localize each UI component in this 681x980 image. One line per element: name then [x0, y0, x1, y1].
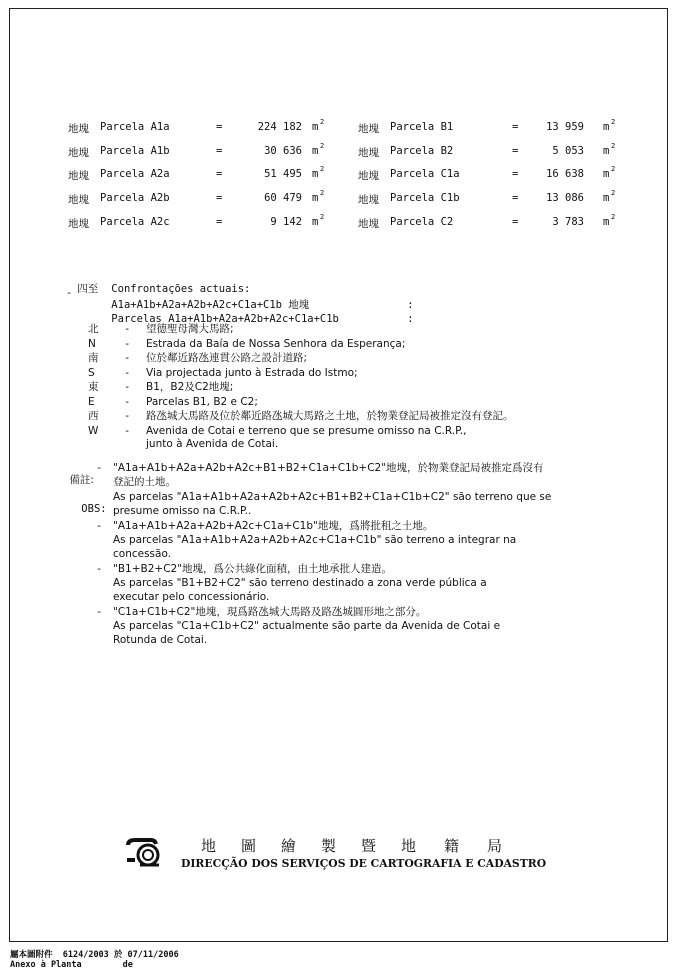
boundary-text: 路氹城大馬路及位於鄰近路氹城大馬路之土地，於物業登記局被推定沒有登記。: [146, 410, 514, 422]
parcel-right-area: 3 783: [552, 216, 584, 228]
parcel-left-zh-label: 地塊: [68, 147, 89, 159]
footer-zh-char: 繪: [281, 837, 297, 855]
dscc-logo-icon: [125, 838, 165, 868]
notes-dash-1: -: [96, 462, 103, 474]
parcel-left-equals: =: [216, 121, 223, 133]
notes-label-zh: 備註:: [69, 474, 94, 486]
parcel-left-area: 51 495: [264, 168, 302, 180]
parcel-left-zh-label: 地塊: [68, 170, 89, 182]
parcel-right-area: 13 086: [546, 192, 584, 204]
footer-zh-char: 暨: [361, 837, 377, 855]
parcel-left-zh-label: 地塊: [68, 218, 89, 230]
parcel-left-equals: =: [216, 168, 223, 180]
parcel-left-area: 224 182: [257, 121, 302, 133]
notes-line: As parcelas "C1a+C1b+C2" actualmente são parte da Avenida de Cotai e: [113, 620, 501, 632]
notes-dash-2: -: [96, 520, 103, 532]
boundary-text: Parcelas B1, B2 e C2;: [146, 396, 258, 408]
parcel-left-area: 60 479: [264, 192, 302, 204]
footer-department-pt: DIRECÇÃO DOS SERVIÇOS DE CARTOGRAFIA E CADASTRO: [181, 857, 547, 870]
notes-label-pt: OBS:: [81, 503, 107, 515]
parcel-left-name: Parcela A1a: [100, 121, 170, 133]
parcel-right-zh-label: 地塊: [358, 170, 379, 182]
boundary-dash: -: [124, 352, 131, 364]
boundary-key: E: [88, 396, 95, 408]
boundaries-group-colon: :: [407, 299, 414, 311]
parcel-left-equals: =: [216, 192, 223, 204]
notes-line: "C1a+C1b+C2"地塊，現爲路氹城大馬路及路氹城圓形地之部分。: [113, 606, 427, 618]
boundaries-heading-zh: 四至: [77, 283, 99, 295]
parcel-right-equals: =: [512, 168, 519, 180]
parcel-left-zh-label: 地塊: [68, 194, 89, 206]
parcel-right-unit: m: [603, 121, 610, 133]
boundaries-group-pt: Parcelas A1a+A1b+A2a+A2b+A2c+C1a+C1b: [111, 313, 339, 325]
parcel-right-name: Parcela B2: [390, 145, 454, 157]
parcel-right-area: 13 959: [546, 121, 584, 133]
boundary-text: B1，B2及C2地塊;: [146, 381, 234, 393]
parcel-right-zh-label: 地塊: [358, 194, 379, 206]
notes-line: "A1a+A1b+A2a+A2b+A2c+B1+B2+C1a+C1b+C2"地塊，於物業登記局被推定爲沒有: [113, 462, 544, 474]
footer-zh-char: 地: [401, 837, 417, 855]
boundary-dash: -: [124, 425, 131, 437]
boundary-dash: -: [124, 367, 131, 379]
parcel-right-equals: =: [512, 121, 519, 133]
notes-line: "A1a+A1b+A2a+A2b+A2c+C1a+C1b"地塊，爲將批租之土地。: [113, 520, 434, 532]
parcel-left-unit: m: [312, 121, 319, 133]
footer-zh-char: 籍: [444, 837, 460, 855]
footer-zh-char: 地: [201, 837, 217, 855]
parcel-right-area: 16 638: [546, 168, 584, 180]
boundary-dash: -: [124, 323, 131, 335]
parcel-right-equals: =: [512, 192, 519, 204]
notes-line: "B1+B2+C2"地塊，爲公共綠化面積，由土地承批人建造。: [113, 563, 393, 575]
parcel-right-zh-label: 地塊: [358, 147, 379, 159]
parcel-left-name: Parcela A2c: [100, 216, 170, 228]
parcel-right-equals: =: [512, 216, 519, 228]
parcel-right-name: Parcela B1: [390, 121, 454, 133]
boundary-key: 東: [88, 381, 99, 393]
boundary-key: 西: [88, 410, 99, 422]
boundary-dash: -: [124, 338, 131, 350]
boundaries-heading-pt: Confrontações actuais:: [111, 283, 251, 295]
parcel-right-unit: m: [603, 216, 610, 228]
parcel-left-unit: m: [312, 168, 319, 180]
boundary-dash: -: [124, 410, 131, 422]
footer-zh-char: 局: [487, 837, 503, 855]
parcel-right-unit-sup: 2: [611, 189, 616, 197]
parcel-left-unit-sup: 2: [320, 189, 325, 197]
parcel-right-zh-label: 地塊: [358, 218, 379, 230]
boundary-dash: -: [124, 381, 131, 393]
parcel-left-name: Parcela A2a: [100, 168, 170, 180]
parcel-right-name: Parcela C2: [390, 216, 454, 228]
annex-line-1: 屬本圖附件 6124/2003 於 07/11/2006: [10, 950, 179, 960]
notes-line: As parcelas "A1a+A1b+A2a+A2b+A2c+B1+B2+C1a+C1b+C2" são terreno que se: [113, 491, 552, 503]
notes-line: As parcelas "B1+B2+C2" são terreno destinado a zona verde pública a: [113, 577, 487, 589]
parcel-right-unit-sup: 2: [611, 118, 616, 126]
notes-line: 登記的土地。: [113, 476, 176, 488]
boundaries-group-pt-colon: :: [407, 313, 414, 325]
parcel-right-unit: m: [603, 192, 610, 204]
notes-dash-4: -: [96, 606, 103, 618]
parcel-right-unit: m: [603, 168, 610, 180]
parcel-right-unit-sup: 2: [611, 165, 616, 173]
parcel-left-equals: =: [216, 145, 223, 157]
parcel-left-unit-sup: 2: [320, 213, 325, 221]
boundary-key: N: [88, 338, 96, 350]
notes-line: presume omisso na C.R.P..: [113, 505, 252, 517]
parcel-right-equals: =: [512, 145, 519, 157]
parcel-right-unit: m: [603, 145, 610, 157]
parcel-right-name: Parcela C1b: [390, 192, 460, 204]
parcel-left-equals: =: [216, 216, 223, 228]
notes-dash-3: -: [96, 563, 103, 575]
parcel-right-name: Parcela C1a: [390, 168, 460, 180]
parcel-left-name: Parcela A2b: [100, 192, 170, 204]
parcel-left-zh-label: 地塊: [68, 123, 89, 135]
parcel-right-zh-label: 地塊: [358, 123, 379, 135]
boundary-key: S: [88, 367, 95, 379]
boundary-text: junto à Avenida de Cotai.: [146, 438, 279, 450]
boundaries-group-zh: A1a+A1b+A2a+A2b+A2c+C1a+C1b 地塊: [111, 299, 310, 311]
footer-zh-char: 圖: [241, 837, 257, 855]
parcel-right-area: 5 053: [552, 145, 584, 157]
boundary-text: 望德聖母灣大馬路;: [146, 323, 234, 335]
notes-line: executar pelo concessionário.: [113, 591, 270, 603]
parcel-left-unit: m: [312, 145, 319, 157]
boundary-text: Avenida de Cotai e terreno que se presume omisso na C.R.P.,: [146, 425, 467, 437]
parcel-left-unit: m: [312, 192, 319, 204]
boundary-key: 南: [88, 352, 99, 364]
parcel-left-name: Parcela A1b: [100, 145, 170, 157]
boundary-text: Via projectada junto à Estrada do Istmo;: [146, 367, 358, 379]
parcel-right-unit-sup: 2: [611, 213, 616, 221]
parcel-right-unit-sup: 2: [611, 142, 616, 150]
boundary-key: W: [88, 425, 99, 437]
annex-line-2: Anexo à Planta de: [10, 960, 133, 970]
boundary-text: 位於鄰近路氹連貫公路之設計道路;: [146, 352, 308, 364]
parcel-left-unit: m: [312, 216, 319, 228]
notes-line: As parcelas "A1a+A1b+A2a+A2b+A2c+C1a+C1b" são terreno a integrar na: [113, 534, 517, 546]
parcel-left-area: 9 142: [270, 216, 302, 228]
parcel-left-unit-sup: 2: [320, 165, 325, 173]
parcel-left-area: 30 636: [264, 145, 302, 157]
notes-line: concessão.: [113, 548, 172, 560]
boundary-key: 北: [88, 323, 99, 335]
footer-zh-char: 製: [321, 837, 337, 855]
boundary-dash: -: [124, 396, 131, 408]
parcel-left-unit-sup: 2: [320, 142, 325, 150]
parcel-left-unit-sup: 2: [320, 118, 325, 126]
boundary-text: Estrada da Baía de Nossa Senhora da Esperança;: [146, 338, 406, 350]
notes-line: Rotunda de Cotai.: [113, 634, 208, 646]
